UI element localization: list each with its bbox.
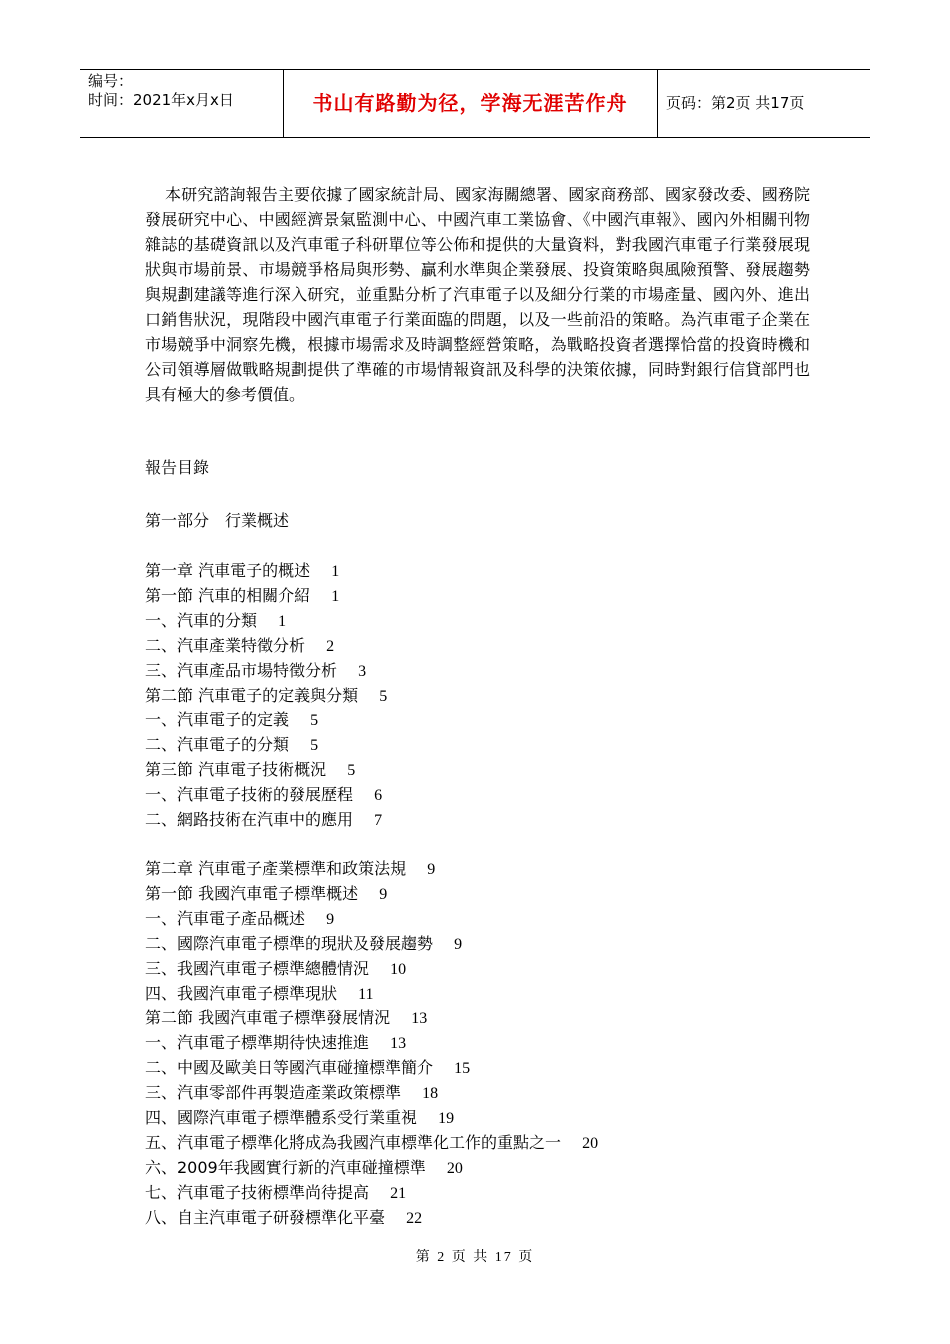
toc-entry-title: 第一節 汽車的相關介紹	[145, 585, 311, 605]
toc-entry[interactable]	[145, 856, 435, 882]
toc-entry-page: 18	[422, 1085, 439, 1103]
toc-heading: 報告目錄	[145, 458, 210, 477]
toc-entry-title: 八、自主汽車電子研發標準化平臺	[145, 1207, 386, 1227]
toc-entry-title: 三、我國汽車電子標準總體情況	[145, 958, 370, 978]
toc-entry-page: 3	[358, 662, 367, 680]
toc-entry-title: 第一節 我國汽車電子標準概述	[145, 883, 359, 903]
toc-entry-title: 一、汽車電子產品概述	[145, 908, 306, 928]
toc-entry-page: 6	[374, 787, 383, 805]
toc-entry[interactable]	[145, 956, 406, 982]
toc-entry-page: 13	[411, 1010, 428, 1028]
toc-entry-title: 二、汽車產業特徵分析	[145, 635, 306, 655]
toc-entry[interactable]	[145, 608, 286, 634]
toc-entry-page: 20	[582, 1134, 599, 1152]
toc-entry[interactable]	[145, 1155, 463, 1181]
toc-entry[interactable]	[145, 1055, 470, 1081]
toc-entry-page: 15	[454, 1060, 471, 1078]
toc-entry-title: 第二章 汽車電子產業標準和政策法規	[145, 859, 407, 878]
toc-entry-title: 一、汽車電子的定義	[145, 710, 290, 730]
toc-entry[interactable]	[145, 807, 382, 833]
toc-entry-page: 2	[326, 637, 335, 655]
toc-entry[interactable]	[145, 1130, 598, 1156]
toc-entry-page: 11	[358, 985, 374, 1003]
toc-entry-title: 七、汽車電子技術標準尚待提高	[145, 1182, 370, 1202]
toc-entry-title: 二、網路技術在汽車中的應用	[145, 810, 354, 829]
page-footer: 第 2 页 共 17 页	[415, 1250, 535, 1265]
toc-entry[interactable]	[145, 981, 374, 1007]
toc-entry-page: 1	[331, 587, 340, 605]
toc-entry-page: 9	[454, 935, 463, 953]
toc-entry[interactable]	[145, 1205, 422, 1231]
toc-entry-title: 二、中國及歐美日等國汽車碰撞標準簡介	[145, 1058, 434, 1078]
header-motto: 书山有路勤为径，学海无涯苦作舟	[283, 70, 658, 137]
toc-entry[interactable]	[145, 683, 387, 709]
toc-entry-title: 一、汽車的分類	[145, 610, 258, 630]
toc-entry[interactable]	[145, 881, 387, 907]
toc-entry-title: 第三節 汽車電子技術概況	[145, 760, 327, 780]
toc-entry-page: 9	[427, 861, 436, 878]
toc-entry-page: 19	[438, 1110, 455, 1127]
toc-entry-page: 9	[326, 910, 335, 928]
toc-entry[interactable]	[145, 906, 334, 932]
toc-entry-page: 5	[310, 712, 319, 730]
toc-entry-page: 10	[390, 960, 407, 978]
toc-entry-title: 第一章 汽車電子的概述	[145, 561, 311, 580]
toc-entry-title: 一、汽車電子標準期待快速推進	[145, 1033, 370, 1053]
toc-entry[interactable]	[145, 1030, 406, 1056]
toc-entry-title: 六、2009年我國實行新的汽車碰撞標準	[145, 1157, 426, 1177]
toc-entry-page: 5	[310, 737, 319, 755]
toc-entry-title: 四、我國汽車電子標準現狀	[145, 983, 338, 1003]
intro-paragraph: 本研究諮詢報告主要依據了國家統計局、國家海關總署、國家商務部、國家發改委、國務院發展研究中心、中國經濟景氣監測中心、中國汽車工業協會、《中國汽車報》、國內外相關刊物雜誌的基礎資訊以及汽車電子科研單位等公佈和提供的大量資料，對我國汽車電子行業發展現狀與市場前景、市場競爭格局與形勢、贏利水準與企業發展、投資策略與風險預警、發展趨勢與規劃建議等進行深入研究，並重點分析了汽車電子以及細分行業的市場產量、國內外、進出口銷售狀況，現階段中國汽車電子行業面臨的問題，以及一些前沿的策略。為汽車電子企業在市場競爭中洞察先機，根據市場需求及時調整經營策略，為戰略投資者選擇恰當的投資時機和公司領導層做戰略規劃提供了準確的市場情報資訊及科學的決策依據，同時對銀行信貸部門也具有極大的參考價值。	[145, 185, 810, 404]
page-header	[80, 69, 870, 138]
toc-entry[interactable]	[145, 633, 334, 659]
part-heading: 第一部分 行業概述	[145, 511, 290, 530]
toc-entry-page: 9	[379, 885, 388, 903]
toc-entry-page: 1	[278, 612, 287, 630]
toc-entry-title: 二、國際汽車電子標準的現狀及發展趨勢	[145, 933, 434, 953]
toc-entry[interactable]	[145, 658, 366, 684]
toc-entry[interactable]	[145, 707, 318, 733]
document-time-label: 时间：2021年x月x日	[88, 91, 234, 109]
toc-entry-title: 四、國際汽車電子標準體系受行業重視	[145, 1108, 418, 1127]
toc-entry[interactable]	[145, 1105, 454, 1131]
toc-entry-title: 二、汽車電子的分類	[145, 735, 290, 755]
toc-entry-page: 22	[406, 1209, 423, 1227]
toc-entry-page: 5	[347, 762, 356, 780]
toc-entry[interactable]	[145, 782, 382, 808]
header-info-cell	[80, 70, 284, 137]
toc-entry[interactable]	[145, 931, 462, 957]
toc-entry[interactable]	[145, 757, 355, 783]
toc-entry-page: 5	[379, 687, 388, 705]
toc-entry[interactable]	[145, 732, 318, 758]
document-number-label: 编号：	[88, 72, 134, 90]
toc-entry-title: 第二節 我國汽車電子標準發展情況	[145, 1008, 391, 1028]
toc-entry-page: 13	[390, 1035, 407, 1053]
toc-entry[interactable]	[145, 1080, 438, 1106]
toc-entry[interactable]	[145, 583, 339, 609]
toc-entry-title: 第二節 汽車電子的定義與分類	[145, 685, 359, 705]
toc-entry[interactable]	[145, 1005, 427, 1031]
toc-entry-page: 21	[390, 1184, 407, 1202]
toc-entry[interactable]	[145, 558, 339, 584]
toc-entry-page: 20	[446, 1159, 463, 1177]
toc-entry-title: 五、汽車電子標準化將成為我國汽車標準化工作的重點之一	[145, 1132, 562, 1152]
toc-entry-title: 一、汽車電子技術的發展歷程	[145, 785, 354, 805]
header-page-label: 页码：第2页 共17页	[666, 94, 805, 112]
toc-entry-page: 7	[374, 812, 383, 829]
toc-entry-page: 1	[331, 563, 340, 580]
toc-entry-title: 三、汽車零部件再製造產業政策標準	[145, 1083, 402, 1103]
toc-entry[interactable]	[145, 1180, 406, 1206]
toc-entry-title: 三、汽車產品市場特徵分析	[145, 660, 338, 680]
